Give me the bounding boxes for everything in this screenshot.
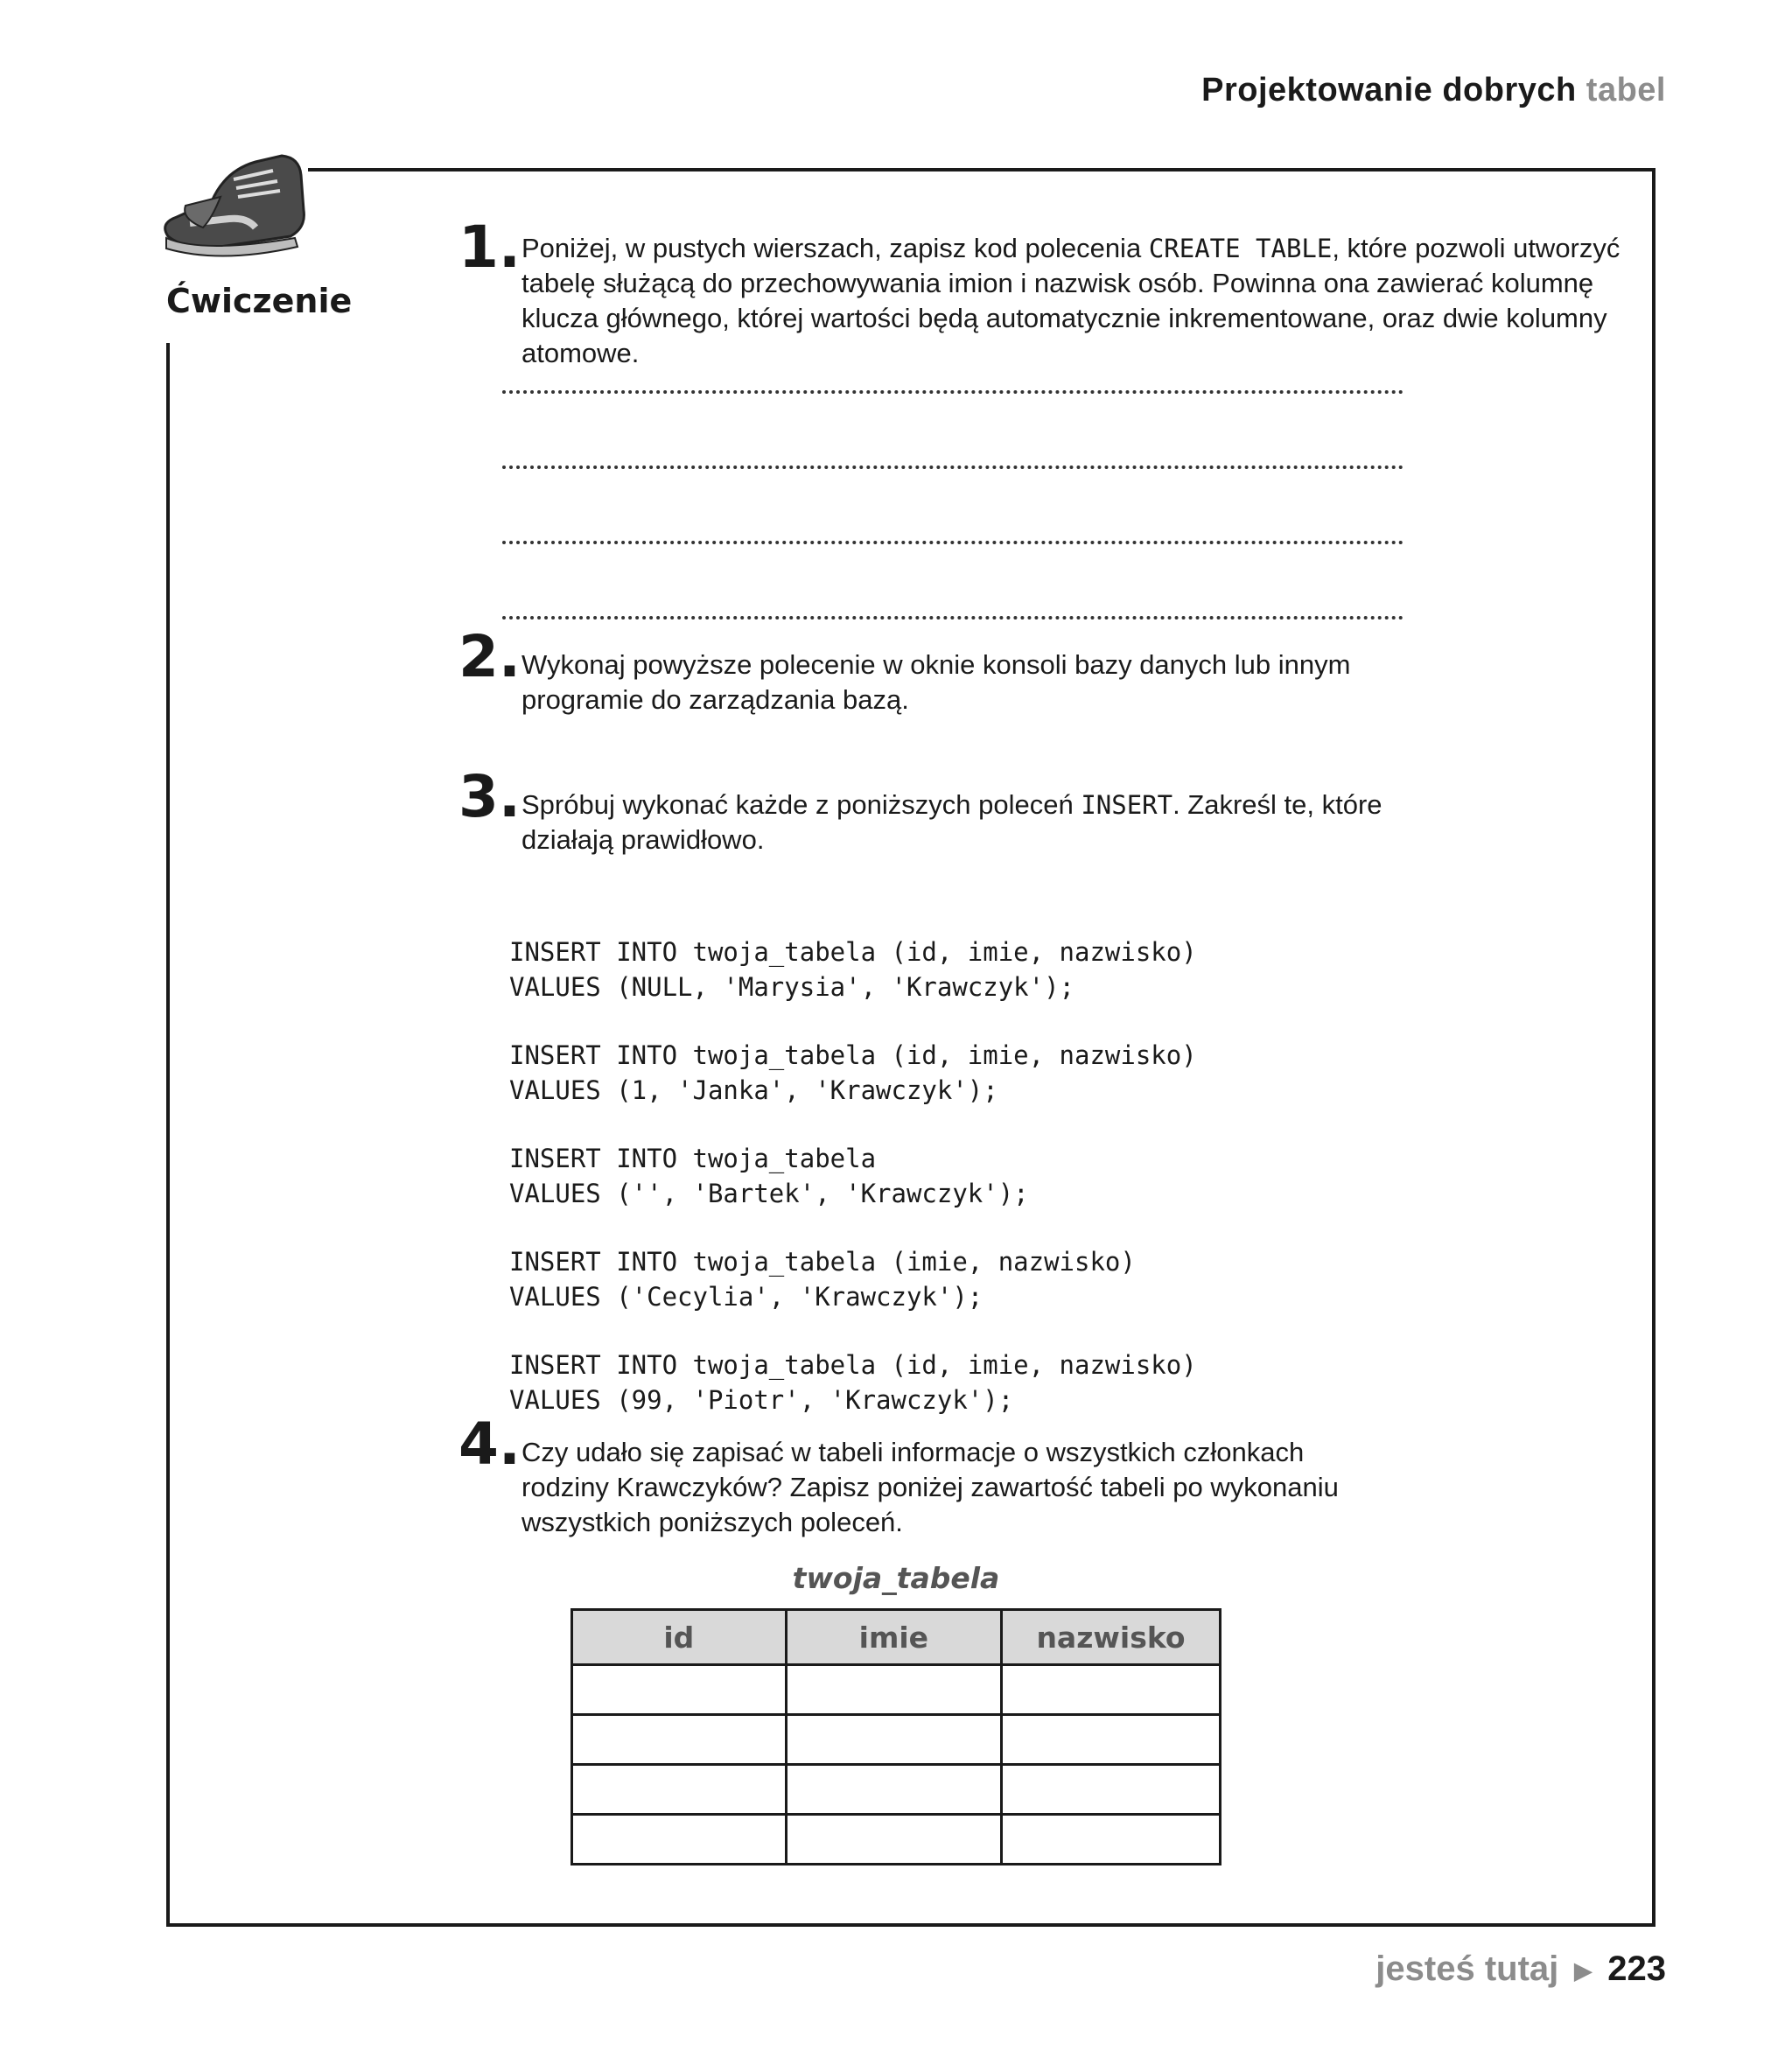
step-1-text-after: , które pozwoli utworzyć tabelę służącą do przechowywania imion i nazwisk osób. Powinna ona zawierać kolumnę klucza głównego, której wartości będą automatycznie inkrementowane, oraz dwie kolumny atomowe.: [522, 233, 1620, 368]
answer-table: [570, 1608, 1222, 1866]
frame-border-bottom: [166, 1923, 1656, 1927]
footer-text: jesteś tutaj: [1376, 1950, 1559, 1988]
table-title: twoja_tabela: [792, 1561, 1000, 1595]
table-row: [572, 1765, 1221, 1815]
table-header-row: [572, 1610, 1221, 1665]
step-3-text: [522, 788, 1449, 858]
table-cell[interactable]: [786, 1815, 1001, 1865]
answer-line-1[interactable]: [502, 390, 1404, 394]
table-cell[interactable]: [786, 1665, 1001, 1715]
step-4-number: 4.: [458, 1410, 521, 1478]
header-title: Projektowanie dobrych: [1201, 72, 1577, 108]
page-number: 223: [1607, 1950, 1666, 1988]
code-line: VALUES (NULL, 'Marysia', 'Krawczyk');: [509, 972, 1075, 1002]
exercise-label: Ćwiczenie: [166, 282, 353, 320]
table-cell[interactable]: [572, 1665, 787, 1715]
table-cell[interactable]: [1002, 1665, 1221, 1715]
frame-border-left: [166, 343, 170, 1927]
step-1-number: 1.: [458, 214, 521, 281]
table-cell[interactable]: [1002, 1715, 1221, 1765]
step-2-text: Wykonaj powyższe polecenie w oknie konsoli bazy danych lub innym programie do zarządzania bazą.: [522, 649, 1351, 715]
table-cell[interactable]: [572, 1715, 787, 1765]
triangle-right-icon: ▶: [1574, 1956, 1592, 1984]
step-1-text-before: Poniżej, w pustych wierszach, zapisz kod polecenia: [522, 233, 1142, 263]
code-line: INSERT INTO twoja_tabela: [509, 1144, 877, 1173]
table-cell[interactable]: [572, 1765, 787, 1815]
table-header-imie: imie: [786, 1610, 1001, 1665]
step-2-number: 2.: [458, 623, 521, 690]
table-row: [572, 1665, 1221, 1715]
step-3-code: INSERT: [1081, 790, 1173, 820]
code-line: VALUES (99, 'Piotr', 'Krawczyk');: [509, 1385, 1014, 1415]
sneaker-icon: [150, 140, 326, 280]
step-3-text-after: . Zakreśl te, które działają prawidłowo.: [522, 789, 1382, 855]
frame-border-top: [308, 168, 1656, 172]
step-3-number: 3.: [458, 763, 521, 830]
step-1-text: [522, 231, 1624, 371]
table-cell[interactable]: [1002, 1815, 1221, 1865]
table-cell[interactable]: [1002, 1765, 1221, 1815]
header-title-accent: tabel: [1586, 72, 1666, 108]
code-line: INSERT INTO twoja_tabela (imie, nazwisko): [509, 1247, 1136, 1277]
step-1-code: CREATE TABLE: [1148, 234, 1333, 263]
table-cell[interactable]: [572, 1815, 787, 1865]
table-header-nazwisko: nazwisko: [1002, 1610, 1221, 1665]
table-cell[interactable]: [786, 1765, 1001, 1815]
code-line: INSERT INTO twoja_tabela (id, imie, nazwisko): [509, 1350, 1197, 1380]
step-3-text-before: Spróbuj wykonać każde z poniższych poleceń: [522, 789, 1074, 820]
code-line: INSERT INTO twoja_tabela (id, imie, nazwisko): [509, 1040, 1197, 1070]
step-4-text: Czy udało się zapisać w tabeli informacje o wszystkich członkach rodziny Krawczyków? Zapisz poniżej zawartość tabeli po wykonaniu wszystkich poniższych poleceń.: [522, 1437, 1339, 1537]
answer-line-3[interactable]: [502, 541, 1404, 544]
table-cell[interactable]: [786, 1715, 1001, 1765]
page-header: [1201, 72, 1666, 109]
code-line: VALUES ('', 'Bartek', 'Krawczyk');: [509, 1179, 1029, 1208]
table-row: [572, 1815, 1221, 1865]
frame-border-right: [1652, 168, 1656, 1927]
code-line: INSERT INTO twoja_tabela (id, imie, nazwisko): [509, 937, 1197, 967]
answer-line-2[interactable]: [502, 466, 1404, 469]
answer-line-4[interactable]: [502, 616, 1404, 620]
code-line: VALUES ('Cecylia', 'Krawczyk');: [509, 1282, 984, 1312]
code-line: VALUES (1, 'Janka', 'Krawczyk');: [509, 1075, 998, 1105]
table-row: [572, 1715, 1221, 1765]
code-block-5[interactable]: [509, 1312, 1197, 1452]
page-footer: [1376, 1950, 1666, 1989]
table-header-id: id: [572, 1610, 787, 1665]
